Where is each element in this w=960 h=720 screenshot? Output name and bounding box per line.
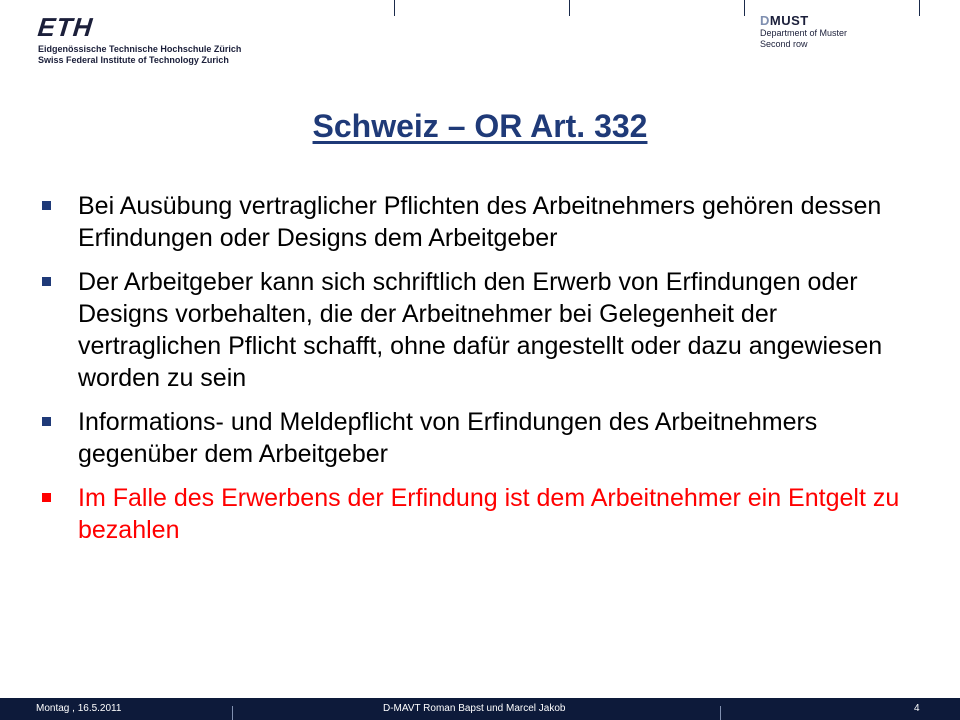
footer-separator [720,706,721,720]
department-name-rest: MUST [769,13,809,28]
eth-logo-line2: Swiss Federal Institute of Technology Zurich [38,55,229,65]
square-bullet-icon [42,277,51,286]
eth-logo [38,14,278,64]
square-bullet-icon [42,201,51,210]
footer-separator [232,706,233,720]
eth-wordmark: ETH [36,12,95,42]
slide-title: Schweiz – OR Art. 332 [312,108,648,144]
department-name [760,14,940,28]
square-bullet-icon [42,417,51,426]
bullet-item [40,266,920,394]
bullet-item [40,190,920,254]
footer-authors: D-MAVT Roman Bapst und Marcel Jakob [383,703,566,714]
bullet-text: Der Arbeitgeber kann sich schriftlich den Erwerb von Erfindungen oder Designs vorbehalten, die der Arbeitnehmer bei Gelegenheit der vertraglichen Pflicht schafft, ohne dafür angestellt oder dazu angewiesen worden zu sein [78,268,883,392]
bullet-item-highlighted [40,482,920,546]
department-line1: Department of Muster [760,28,848,38]
eth-logo-line1: Eidgenössische Technische Hochschule Zürich [38,44,242,54]
bullet-item [40,406,920,470]
department-logo [760,14,940,50]
bullet-text: Im Falle des Erwerbens der Erfindung ist dem Arbeitnehmer ein Entgelt zu bezahlen [78,484,900,544]
header-tick [394,0,395,16]
bullet-text: Bei Ausübung vertraglicher Pflichten des Arbeitnehmers gehören dessen Erfindungen oder Designs dem Arbeitgeber [78,192,882,252]
department-name-prefix: D [760,13,770,28]
footer-date: Montag , 16.5.2011 [36,703,122,714]
footer-page-number: 4 [914,703,920,714]
bullet-text: Informations- und Meldepflicht von Erfindungen des Arbeitnehmers gegenüber dem Arbeitgeber [78,408,818,468]
header-tick [569,0,570,16]
footer-bar [0,698,960,720]
header-tick [744,0,745,16]
department-line2: Second row [760,39,808,49]
square-bullet-icon [42,493,51,502]
bullet-list [40,190,920,558]
